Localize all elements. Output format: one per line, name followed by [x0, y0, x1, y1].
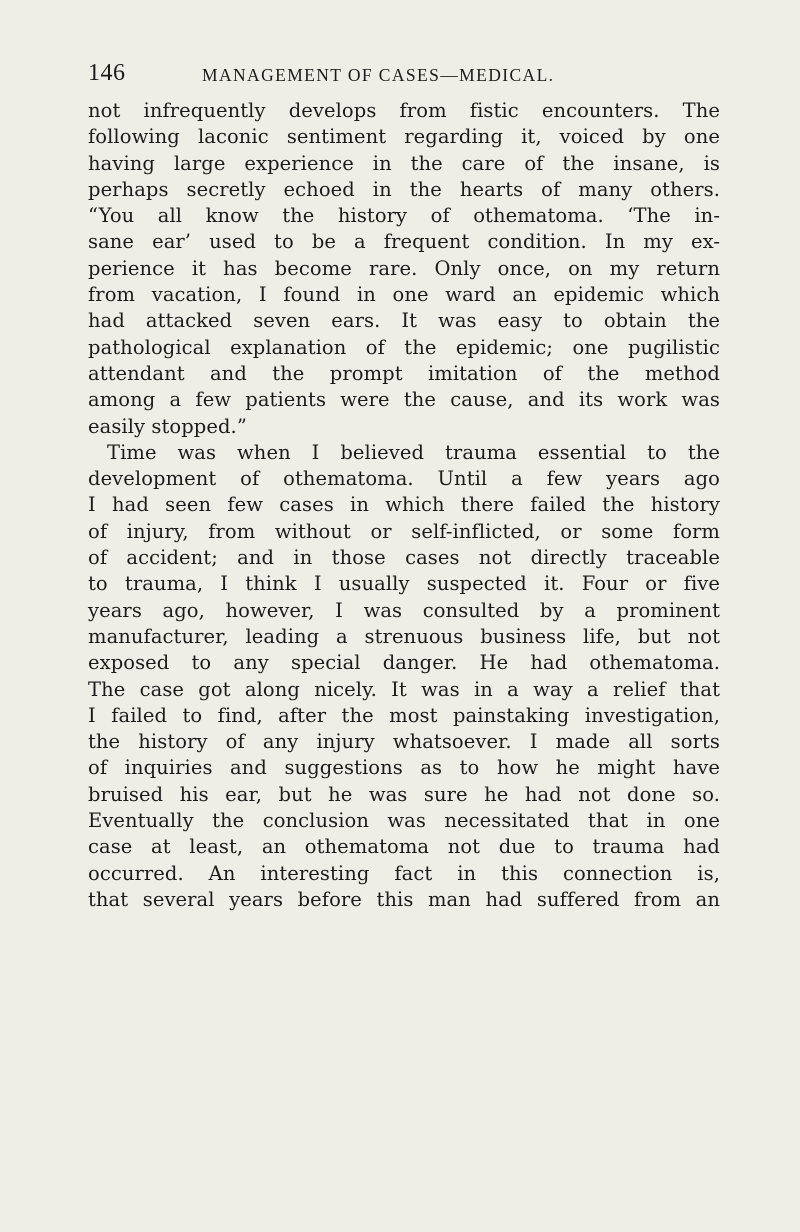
text-line: had attacked seven ears. It was easy to obtain the: [88, 309, 720, 333]
text-line: years ago, however, I was consulted by a prominent: [88, 598, 720, 622]
text-line: exposed to any special danger. He had othematoma.: [88, 651, 720, 675]
book-page: [88, 58, 720, 913]
page-header: [88, 58, 720, 98]
text-line: following laconic sentiment regarding it, voiced by one: [88, 125, 720, 149]
text-line: that several years before this man had suffered from an: [88, 887, 720, 911]
text-line: sane ear’ used to be a frequent condition. In my ex-: [88, 230, 720, 254]
text-line: the history of any injury whatsoever. I made all sorts: [88, 730, 720, 754]
page-number: 146: [88, 60, 126, 86]
text-line: not infrequently develops from fistic encounters. The: [88, 99, 720, 122]
running-head: MANAGEMENT OF CASES—MEDICAL.: [202, 65, 555, 85]
text-line: occurred. An interesting fact in this connection is,: [88, 861, 720, 885]
text-line: pathological explanation of the epidemic; one pugilistic: [88, 335, 720, 359]
text-line: perhaps secretly echoed in the hearts of many others.: [88, 177, 720, 201]
text-line: Eventually the conclusion was necessitated that in one: [88, 809, 720, 833]
text-line: perience it has become rare. Only once, on my return: [88, 256, 720, 280]
text-line: easily stopped.”: [88, 414, 247, 438]
text-line: manufacturer, leading a strenuous business life, but not: [88, 624, 720, 648]
text-line: attendant and the prompt imitation of the method: [88, 361, 720, 385]
text-line: case at least, an othematoma not due to trauma had: [88, 835, 720, 859]
text-line: from vacation, I found in one ward an epidemic which: [88, 283, 720, 307]
text-line: of injury, from without or self-inflicted, or some form: [88, 519, 720, 543]
text-line: of inquiries and suggestions as to how he might have: [88, 756, 720, 780]
text-line: The case got along nicely. It was in a way a relief that: [88, 677, 720, 701]
text-line: “You all know the history of othematoma. ‘The in-: [88, 204, 720, 228]
text-line: Time was when I believed trauma essential to the: [107, 440, 720, 464]
body-text: [88, 98, 720, 913]
text-line: among a few patients were the cause, and its work was: [88, 388, 720, 412]
text-line: I failed to find, after the most painstaking investigation,: [88, 703, 720, 727]
text-line: development of othematoma. Until a few years ago: [88, 467, 720, 491]
text-line: having large experience in the care of the insane, is: [88, 151, 720, 175]
text-line: to trauma, I think I usually suspected it. Four or five: [88, 572, 720, 596]
text-line: bruised his ear, but he was sure he had not done so.: [88, 782, 720, 806]
text-line: of accident; and in those cases not directly traceable: [88, 546, 720, 570]
text-line: I had seen few cases in which there failed the history: [88, 493, 720, 517]
